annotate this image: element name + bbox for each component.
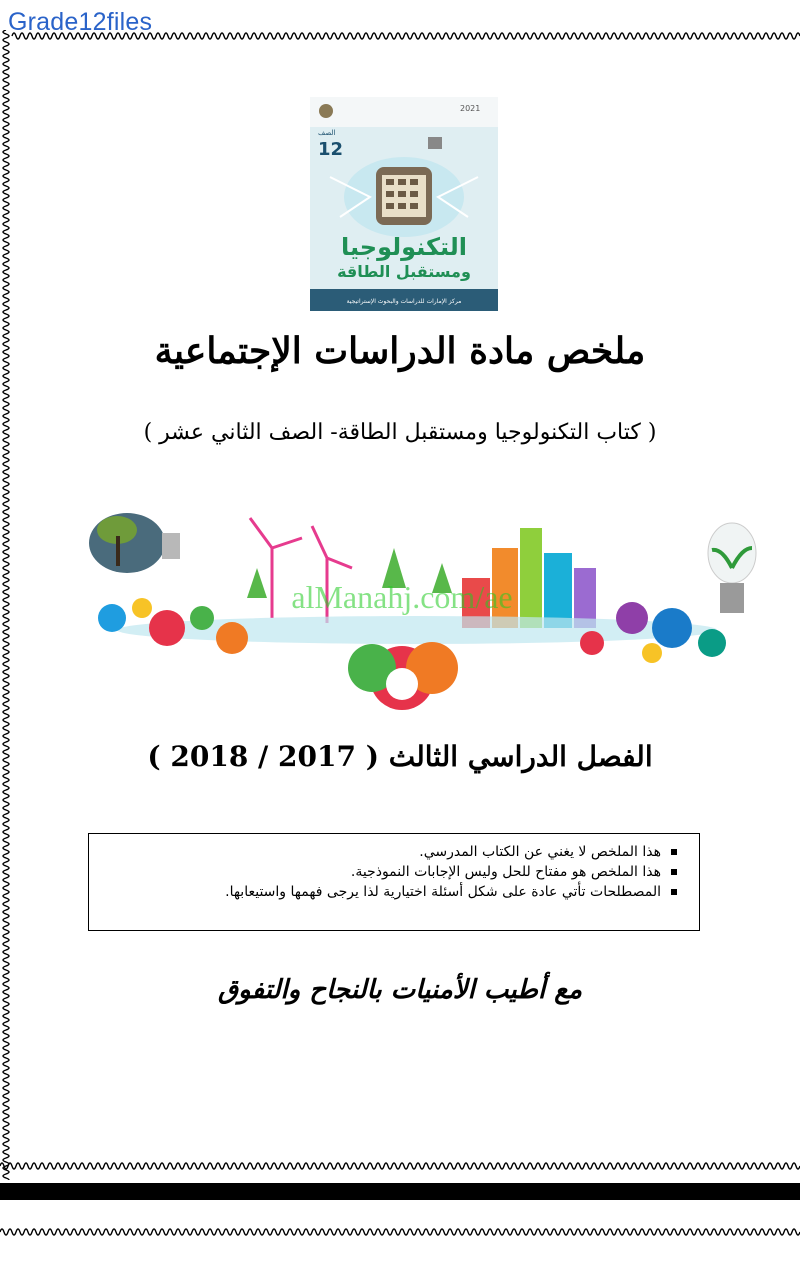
page-2	[0, 1200, 800, 1280]
recycle-icon	[348, 642, 458, 710]
note-item: المصطلحات تأتي عادة على شكل أسئلة اختيارية لذا يرجى فهمها واستيعابها.	[89, 882, 677, 902]
decorative-border-top	[0, 1226, 800, 1238]
notes-box	[88, 833, 700, 931]
note-item: هذا الملخص لا يغني عن الكتاب المدرسي.	[89, 842, 677, 862]
notes-list	[89, 842, 685, 902]
note-item: هذا الملخص هو مفتاح للحل وليس الإجابات النموذجية.	[89, 862, 677, 882]
page-title: ملخص مادة الدراسات الإجتماعية	[154, 330, 646, 372]
decorative-border-top	[0, 30, 800, 42]
light-bulb-plant-icon	[708, 523, 756, 613]
svg-text:التكنولوجيا: التكنولوجيا	[341, 233, 467, 261]
semester-heading: الفصل الدراسي الثالث ( 2017 / 2018 )	[147, 740, 653, 773]
svg-text:الصف: الصف	[318, 129, 336, 137]
light-bulb-tree-icon	[89, 513, 180, 573]
svg-text:2021: 2021	[460, 104, 481, 113]
emblem-icon	[319, 104, 333, 118]
logo-icon	[428, 137, 442, 149]
book-cover-image	[310, 97, 498, 311]
svg-text:مركز الإمارات للدراسات والبحوث: مركز الإمارات للدراسات والبحوث الإستراتيجية	[346, 298, 462, 305]
watermark: alManahj.com/ae	[291, 579, 513, 615]
decorative-border-bottom	[0, 1160, 800, 1172]
energy-illustration	[72, 478, 762, 718]
svg-text:12: 12	[318, 139, 344, 160]
site-label: Grade12files	[8, 8, 153, 36]
svg-text:ومستقبل الطاقة: ومستقبل الطاقة	[337, 262, 471, 281]
subtitle: ( كتاب التكنولوجيا ومستقبل الطاقة- الصف الثاني عشر )	[143, 420, 657, 445]
closing-wish: مع أطيب الأمنيات بالنجاح والتفوق	[217, 975, 583, 1005]
decorative-border-left	[0, 30, 12, 1180]
